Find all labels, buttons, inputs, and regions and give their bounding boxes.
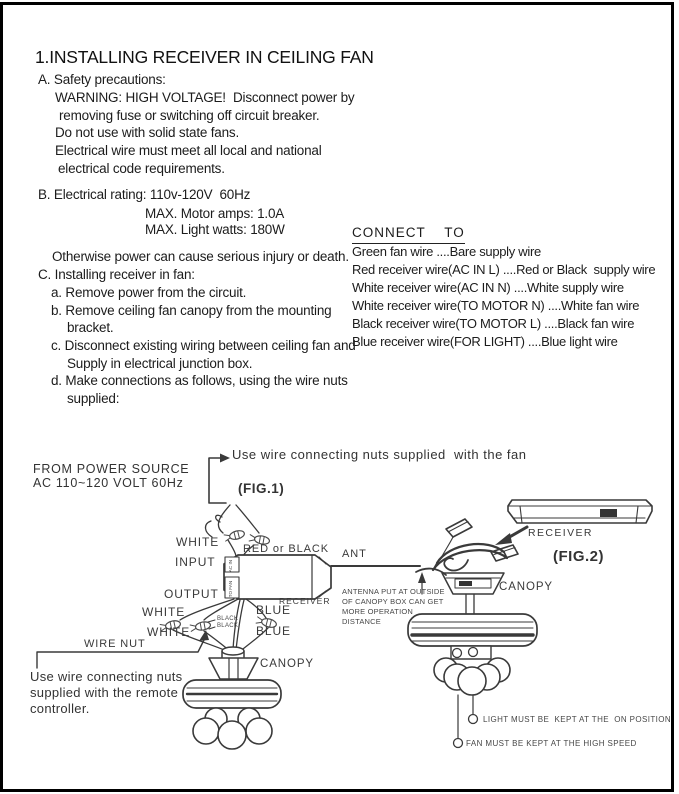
antenna-note-line: OF CANOPY BOX CAN GET [342,597,444,606]
fig1-receiver-input-terminal: AC IN [228,559,233,573]
fig1-receiver-label: RECEIVER [279,596,331,606]
fig1-white-out-upper-label: WHITE [142,605,186,619]
power-source-bracket [209,454,230,504]
fig2-receiver-brand-label [600,509,617,517]
antenna-note-line: MORE OPERATION [342,607,413,616]
fig1-black-upper-label: BLACK [217,616,239,622]
fig2-insert-arrow [495,533,512,545]
fig1-white-input-label: WHITE [176,535,220,549]
section-c-line: bracket. [67,320,114,335]
fig1-input-label: INPUT [175,555,216,569]
connect-to-heading: CONNECT TO [352,225,465,244]
connect-row: Green fan wire ....Bare supply wire [352,244,541,259]
connect-row: Black receiver wire(TO MOTOR L) ....Black fan wire [352,316,635,331]
fig1-output-label: OUTPUT [164,587,219,601]
section-b-line: MAX. Motor amps: 1.0A [145,206,285,221]
page-title: 1.INSTALLING RECEIVER IN CEILING FAN [35,47,374,67]
fig1-blue-out-upper-label: BLUE [256,603,291,617]
section-c-line: a. Remove power from the circuit. [51,285,247,300]
fig2-antenna-arrow [418,572,426,583]
remote-nuts-note-line: Use wire connecting nuts [30,669,183,684]
section-b-heading: B. Electrical rating: 110v-120V 60Hz [38,187,251,202]
fig1-canopy-label: CANOPY [260,658,314,670]
connect-row: White receiver wire(AC IN N) ....White supply wire [352,280,624,295]
connect-row: Red receiver wire(AC IN L) ....Red or Black supply wire [352,262,656,277]
fan-nuts-note: Use wire connecting nuts supplied with the fan [232,447,527,462]
section-c-line: Supply in electrical junction box. [67,356,253,371]
power-source-label: FROM POWER SOURCE [33,462,190,476]
connect-row: White receiver wire(TO MOTOR N) ....White fan wire [352,298,640,313]
fig1-red-or-black-label: RED or BLACK [243,543,329,555]
section-a-line: removing fuse or switching off circuit breaker. [59,108,320,123]
section-c-heading: C. Installing receiver in fan: [38,267,195,282]
section-c-line: c. Disconnect existing wiring between ceiling fan and [51,338,356,353]
antenna-note-line: ANTENNA PUT AT OUTSIDE [342,587,445,596]
fig1-caption: (FIG.1) [238,481,285,496]
fig2-mounting-bracket-drawing [433,519,518,571]
section-a-heading: A. Safety precautions: [38,72,166,87]
fig1-ant-label: ANT [342,548,367,560]
section-a-line: electrical code requirements. [58,161,225,176]
fig2-receiver-label: RECEIVER [528,527,593,539]
section-a-line: WARNING: HIGH VOLTAGE! Disconnect power by [55,90,355,105]
fig1-blue-out-lower-label: BLUE [256,624,291,638]
section-c-line: supplied: [67,391,120,406]
fig2-antenna-wire [416,569,446,575]
fig1-white-out-lower-label: WHITE [147,625,191,639]
fan-speed-note: FAN MUST BE KEPT AT THE HIGH SPEED [466,739,637,748]
fig1-receiver-output-terminal: TO FAN [228,580,233,598]
remote-nuts-note-line: supplied with the remote [30,685,179,700]
power-source-rating: AC 110~120 VOLT 60Hz [33,476,184,490]
section-b-line: MAX. Light watts: 180W [145,222,285,237]
wire-nut-label: WIRE NUT [84,638,146,650]
connect-row: Blue receiver wire(FOR LIGHT) ....Blue light wire [352,334,618,349]
remote-nuts-note-line: controller. [30,701,90,716]
fig1-black-lower-label: BLACK [217,623,239,629]
light-position-note: LIGHT MUST BE KEPT AT THE ON POSITION [483,715,672,724]
section-b-warning: Otherwise power can cause serious injury or death. [52,249,349,264]
section-a-line: Electrical wire must meet all local and national [55,143,322,158]
section-c-line: d. Make connections as follows, using the wire nuts [51,373,348,388]
antenna-note-line: DISTANCE [342,617,381,626]
fig2-canopy-label: CANOPY [499,581,553,593]
fig2-caption: (FIG.2) [553,548,604,565]
section-c-line: b. Remove ceiling fan canopy from the mounting [51,303,332,318]
fig2-fan-drawing [408,594,537,748]
section-a-line: Do not use with solid state fans. [55,125,240,140]
